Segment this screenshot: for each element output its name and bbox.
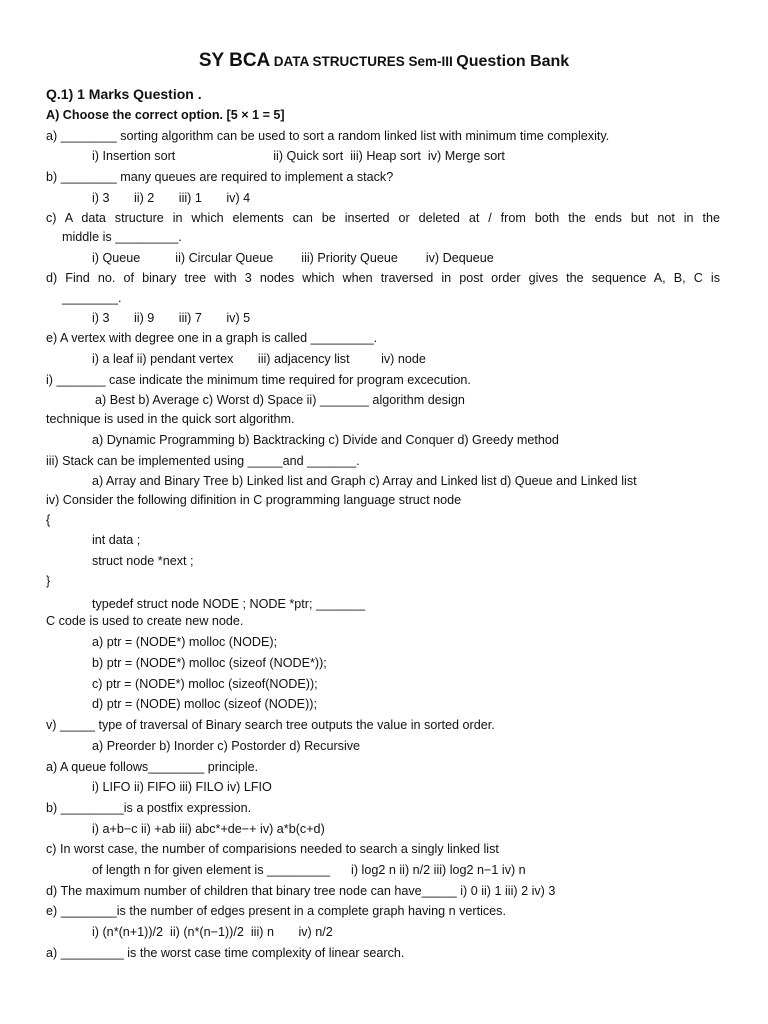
options-line: i) a leaf ii) pendant vertex iii) adjacency list iv) node <box>92 352 426 366</box>
question-line: a) ________ sorting algorithm can be used to sort a random linked list with minimum time complexity. <box>46 129 610 143</box>
options-line: i) (n*(n+1))/2 ii) (n*(n−1))/2 iii) n iv) n/2 <box>92 925 333 939</box>
options-line: a) Best b) Average c) Worst d) Space ii) _______ algorithm design <box>95 393 465 407</box>
options-line: a) Dynamic Programming b) Backtracking c) Divide and Conquer d) Greedy method <box>92 433 559 447</box>
option-line: b) ptr = (NODE*) molloc (sizeof (NODE*)); <box>92 656 327 670</box>
code-line: { <box>46 513 51 527</box>
question-line: v) _____ type of traversal of Binary search tree outputs the value in sorted order. <box>46 718 495 732</box>
question-line: a) A queue follows________ principle. <box>46 760 259 774</box>
code-line: } <box>46 574 51 588</box>
options-line: i) LIFO ii) FIFO iii) FILO iv) LFIO <box>92 780 272 794</box>
question-line: b) ________ many queues are required to implement a stack? <box>46 170 394 184</box>
subheading: A) Choose the correct option. [5 × 1 = 5] <box>46 108 285 122</box>
question-line: c) In worst case, the number of comparisions needed to search a singly linked list <box>46 842 499 856</box>
options-line: i) Queue ii) Circular Queue iii) Priority Queue iv) Dequeue <box>92 251 494 265</box>
options-line: i) Insertion sort ii) Quick sort iii) Heap sort iv) Merge sort <box>92 149 505 163</box>
code-line: int data ; <box>92 533 141 547</box>
question-line: e) ________is the number of edges present in a complete graph having n vertices. <box>46 904 506 918</box>
options-line: i) 3 ii) 9 iii) 7 iv) 5 <box>92 311 251 325</box>
option-line: a) ptr = (NODE*) molloc (NODE); <box>92 635 278 649</box>
option-line: d) ptr = (NODE) molloc (sizeof (NODE)); <box>92 697 317 711</box>
question-line: b) _________is a postfix expression. <box>46 801 252 815</box>
options-line: a) Preorder b) Inorder c) Postorder d) Recursive <box>92 739 361 753</box>
question-continuation: ________. <box>62 291 122 305</box>
options-line: i) a+b−c ii) +ab iii) abc*+de−+ iv) a*b(c+d) <box>92 822 325 836</box>
title-doc-type: Question Bank <box>456 53 570 70</box>
question-line: a) _________ is the worst case time complexity of linear search. <box>46 946 405 960</box>
question-line: iv) Consider the following difinition in C programming language struct node <box>46 493 462 507</box>
question-line: c) A data structure in which elements can be inserted or deleted at / from both the ends but not in the <box>46 211 720 225</box>
question-continuation: middle is _________. <box>62 230 182 244</box>
question-line: e) A vertex with degree one in a graph is called _________. <box>46 331 378 345</box>
question-line: d) The maximum number of children that binary tree node can have_____ i) 0 ii) 1 iii) 2 iv) 3 <box>46 884 556 898</box>
section-heading: Q.1) 1 Marks Question . <box>46 86 202 102</box>
question-line: i) _______ case indicate the minimum time required for program excecution. <box>46 373 471 387</box>
code-line: typedef struct node NODE ; NODE *ptr; _______ <box>92 597 366 611</box>
question-line: d) Find no. of binary tree with 3 nodes which when traversed in post order gives the sequence A, B, C is <box>46 271 720 285</box>
question-line: iii) Stack can be implemented using _____and _______. <box>46 454 360 468</box>
options-line: i) 3 ii) 2 iii) 1 iv) 4 <box>92 191 251 205</box>
question-continuation: technique is used in the quick sort algorithm. <box>46 412 295 426</box>
code-line: struct node *next ; <box>92 554 194 568</box>
option-line: c) ptr = (NODE*) molloc (sizeof(NODE)); <box>92 677 318 691</box>
question-continuation: C code is used to create new node. <box>46 614 244 628</box>
title-subject: DATA STRUCTURES Sem-III <box>273 54 453 69</box>
page-title <box>0 50 768 72</box>
options-line: a) Array and Binary Tree b) Linked list and Graph c) Array and Linked list d) Queue and Linked list <box>92 474 637 488</box>
question-continuation: of length n for given element is _________ i) log2 n ii) n/2 iii) log2 n−1 iv) n <box>92 863 526 877</box>
title-course: SY BCA <box>198 50 271 71</box>
